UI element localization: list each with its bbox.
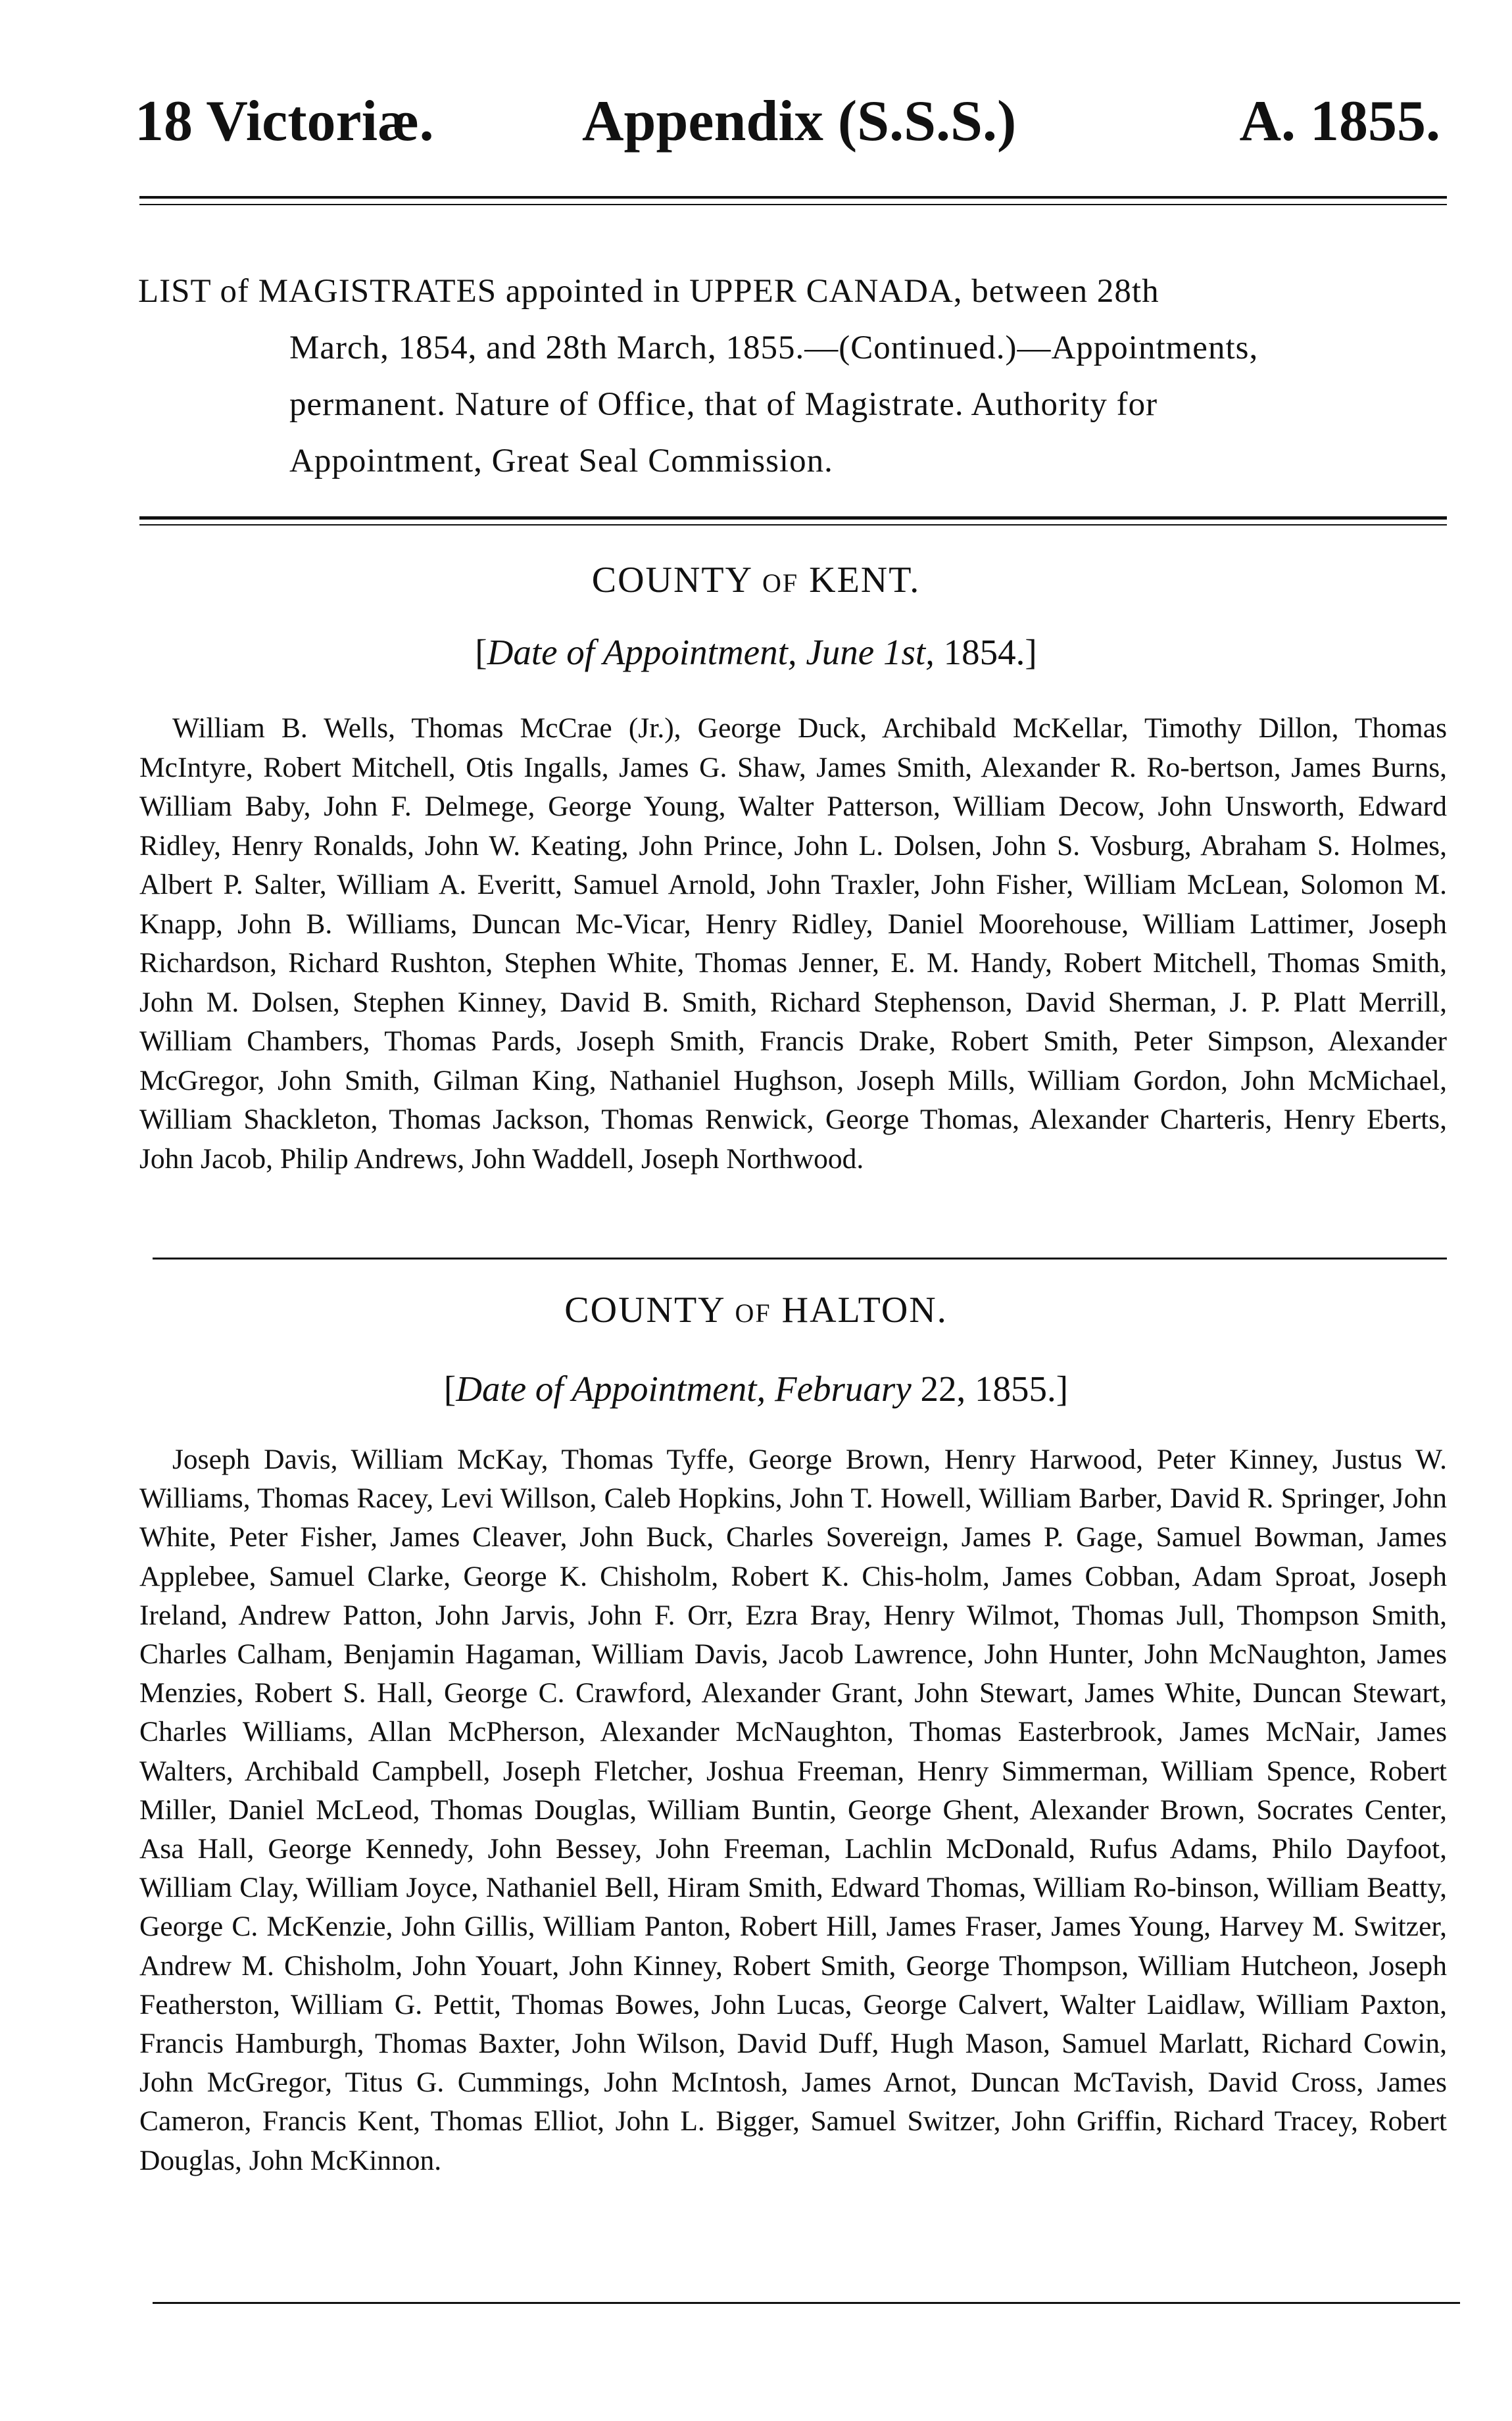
date-label: Date of Appointment,	[487, 632, 797, 672]
list-title	[138, 263, 1447, 489]
appointment-date-halton: [Date of Appointment, February 22, 1855.]	[443, 1369, 1069, 1409]
header-year: A. 1855.	[1239, 89, 1440, 153]
date-label: Date of Appointment,	[456, 1369, 766, 1409]
header-session: 18 Victoriæ.	[135, 89, 434, 153]
title-rule-thin	[139, 524, 1447, 526]
of-word: OF	[735, 1298, 771, 1328]
title-line-2: March, 1854, and 28th March, 1855.—(Continued.)—Appointments,	[289, 330, 1259, 366]
appointment-date-kent: [Date of Appointment, June 1st, 1854.]	[475, 632, 1037, 672]
magistrate-names-kent: William B. Wells, Thomas McCrae (Jr.), George Duck, Archibald McKellar, Timothy Dillon, Thomas McIntyre, Robert Mitchell, Otis Ingalls, James G. Shaw, James Smith, Alexander R. Ro-bertson, James Burns, William Baby, John F. Delmege, George Young, Walter Patterson, William Decow, John Unsworth, Edward Ridley, Henry Ronalds, John W. Keating, John Prince, John L. Dolsen, John S. Vosburg, Abraham S. Holmes, Albert P. Salter, William A. Everitt, Samuel Arnold, John Traxler, John Fisher, William McLean, Solomon M. Knapp, John B. Williams, Duncan Mc-Vicar, Henry Ridley, Daniel Moorehouse, William Lattimer, Joseph Richardson, Richard Rushton, Stephen White, Thomas Jenner, E. M. Handy, Robert Mitchell, Thomas Smith, John M. Dolsen, Stephen Kinney, David B. Smith, Richard Stephenson, David Sherman, J. P. Platt Merrill, William Chambers, Thomas Pards, Joseph Smith, Francis Drake, Robert Smith, Peter Simpson, Alexander McGregor, John Smith, Gilman King, Nathaniel Hughson, Joseph Mills, William Gordon, John McMichael, William Shackleton, Thomas Jackson, Thomas Renwick, George Thomas, Alexander Charteris, Henry Eberts, John Jacob, Philip Andrews, John Waddell, Joseph Northwood.	[139, 712, 1447, 1175]
date-month: June 1st,	[806, 632, 935, 672]
date-month: February	[775, 1369, 912, 1409]
date-year: 1855.	[975, 1369, 1056, 1409]
county-heading-halton	[0, 1289, 1512, 1331]
footer-rule	[153, 2302, 1460, 2304]
header-rule-thick	[139, 196, 1447, 199]
county-word: COUNTY	[591, 560, 752, 600]
title-rule-thick	[139, 516, 1447, 520]
county-heading-kent	[0, 559, 1512, 601]
county-name: HALTON.	[781, 1290, 948, 1331]
section-rule	[153, 1258, 1447, 1259]
title-line-1: LIST of MAGISTRATES appointed in UPPER CANADA, between 28th	[138, 273, 1159, 310]
of-word: OF	[762, 568, 799, 598]
county-name: KENT.	[809, 560, 921, 600]
date-year: 1854.	[943, 632, 1025, 672]
magistrate-names-halton: Joseph Davis, William McKay, Thomas Tyffe, George Brown, Henry Harwood, Peter Kinney, Justus W. Williams, Thomas Racey, Levi Willson, Caleb Hopkins, John T. Howell, William Barber, David R. Springer, John White, Peter Fisher, James Cleaver, John Buck, Charles Sovereign, James P. Gage, Samuel Bowman, James Applebee, Samuel Clarke, George K. Chisholm, Robert K. Chis-holm, James Cobban, Adam Sproat, Joseph Ireland, Andrew Patton, John Jarvis, John F. Orr, Ezra Bray, Henry Wilmot, Thomas Jull, Thompson Smith, Charles Calham, Benjamin Hagaman, William Davis, Jacob Lawrence, John Hunter, John McNaughton, James Menzies, Robert S. Hall, George C. Crawford, Alexander Grant, John Stewart, James White, Duncan Stewart, Charles Williams, Allan McPherson, Alexander McNaughton, Thomas Easterbrook, James McNair, James Walters, Archibald Campbell, Joseph Fletcher, Joshua Freeman, Henry Simmerman, William Spence, Robert Miller, Daniel McLeod, Thomas Douglas, William Buntin, George Ghent, Alexander Brown, Socrates Center, Asa Hall, George Kennedy, John Bessey, John Freeman, Lachlin McDonald, Rufus Adams, Philo Dayfoot, William Clay, William Joyce, Nathaniel Bell, Hiram Smith, Edward Thomas, William Ro-binson, William Beatty, George C. McKenzie, John Gillis, William Panton, Robert Hill, James Fraser, James Young, Harvey M. Switzer, Andrew M. Chisholm, John Youart, John Kinney, Robert Smith, George Thompson, William Hutcheon, Joseph Featherston, William G. Pettit, Thomas Bowes, John Lucas, George Calvert, Walter Laidlaw, William Paxton, Francis Hamburgh, Thomas Baxter, John Wilson, David Duff, Hugh Mason, Samuel Marlatt, Richard Cowin, John McGregor, Titus G. Cummings, John McIntosh, James Arnot, Duncan McTavish, David Cross, James Cameron, Francis Kent, Thomas Elliot, John L. Bigger, Samuel Switzer, John Griffin, Richard Tracey, Robert Douglas, John McKinnon.	[139, 1444, 1447, 2176]
header-appendix: Appendix (S.S.S.)	[582, 89, 1017, 153]
title-line-4: Appointment, Great Seal Commission.	[289, 443, 833, 479]
header-rule-thin	[139, 204, 1447, 205]
county-word: COUNTY	[564, 1290, 725, 1331]
title-line-3: permanent. Nature of Office, that of Magistrate. Authority for	[289, 386, 1158, 423]
date-day: 22,	[920, 1369, 966, 1409]
running-header	[135, 76, 1440, 168]
